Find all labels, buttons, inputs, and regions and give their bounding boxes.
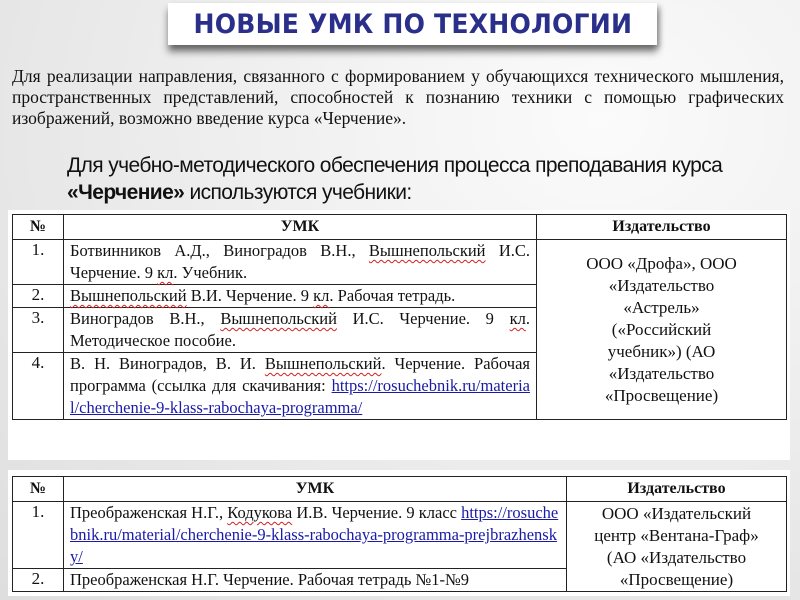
table-row: 1. Ботвинников А.Д., Виноградов В.Н., Вышнепольский И.С. Черчение. 9 кл. Учебник. ООО «Дрофа», ООО «Издательство «Астрель» («Российский учебник») (АО «Издательство «Просвещение) [13,240,787,285]
col-publisher-header: Издательство [537,215,787,240]
lead-paragraph: Для учебно-методического обеспечения процесса преподавания курса «Черчение» используются учебники: [67,154,723,204]
table-row: 3. Виноградов В.Н., Вышнепольский И.С. Черчение. 9 кл. Методическое пособие. [13,308,787,353]
col-umk-header: УМК [64,215,537,240]
table-row: 4. В. Н. Виноградов, В. И. Вышнепольский. Черчение. Рабочая программа (ссылка для скачивания: https://rosuchebnik.ru/material/cherchenie-9-klass-rabochaya-programma/ [13,353,787,420]
page-title: НОВЫЕ УМК ПО ТЕХНОЛОГИИ [193,8,632,40]
title-banner [168,3,657,45]
publisher-cell: ООО «Издательский центр «Вентана-Граф» (АО «Издательство «Просвещение) [567,502,787,592]
download-link[interactable]: https://rosuchebnik.ru/material/cherchenie-9-klass-rabochaya-programma/ [70,376,530,417]
publisher-cell: ООО «Дрофа», ООО «Издательство «Астрель» («Российский учебник») (АО «Издательство «Просвещение) [537,240,787,420]
umk-table-1 [12,214,787,420]
table-row: 2. Преображенская Н.Г. Черчение. Рабочая тетрадь №1-№9 [13,569,787,592]
col-publisher-header: Издательство [567,477,787,502]
table-row: 2. Вышнепольский В.И. Черчение. 9 кл. Рабочая тетрадь. [13,285,787,308]
table-header-row [13,477,787,502]
table-header-row [13,215,787,240]
col-num-header: № [13,477,64,502]
course-name: «Черчение» [67,181,185,204]
download-link[interactable]: https://rosuchebnik.ru/material/cherchenie-9-klass-rabochaya-programma-prejbrazhensky/ [70,503,559,566]
col-umk-header: УМК [64,477,567,502]
table-row: 1. Преображенская Н.Г., Кодукова И.В. Черчение. 9 класс https://rosuchebnik.ru/material/cherchenie-9-klass-rabochaya-programma-prejbrazhensky/ ООО «Издательский центр «Вентана-Граф» (АО «Издательство «Просвещение) [13,502,787,569]
umk-table-2 [12,476,787,592]
intro-paragraph: Для реализации направления, связанного с формированием у обучающихся технического мышления, пространственных представлений, способностей к познанию техники с помощью графических изображений, возможно введение курса «Черчение». [12,66,784,128]
col-num-header: № [13,215,64,240]
